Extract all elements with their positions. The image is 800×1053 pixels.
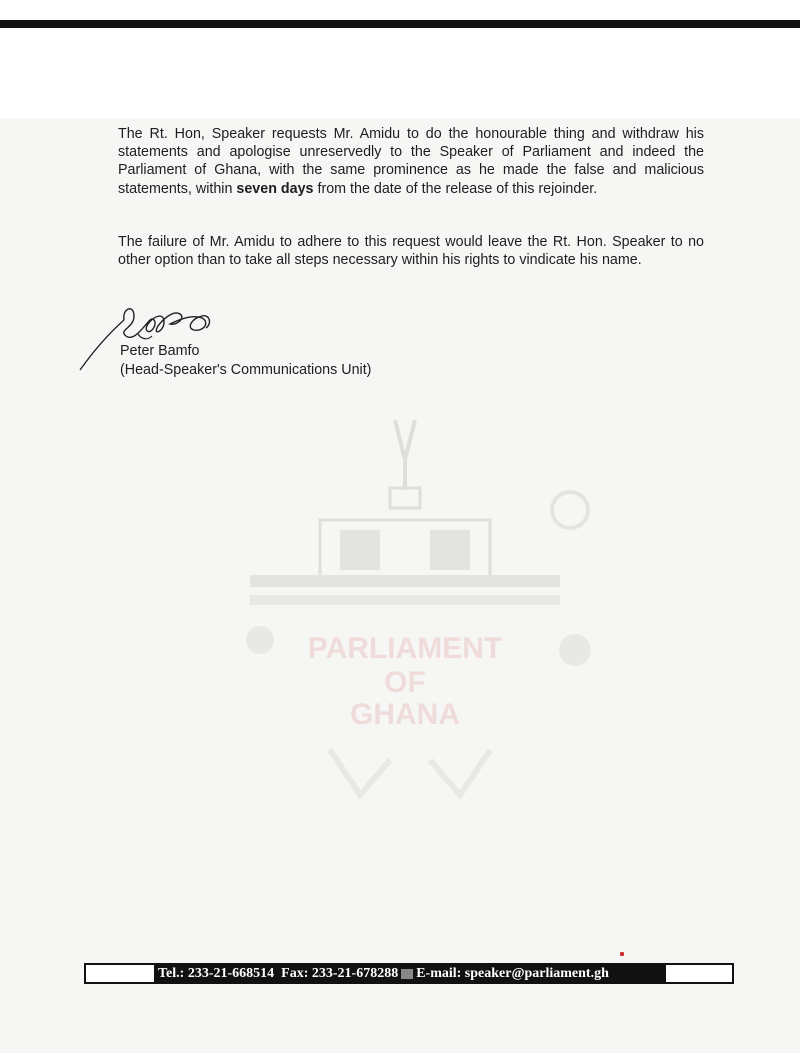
footer-email: E-mail: speaker@parliament.gh (416, 966, 609, 981)
signatory-name: Peter Bamfo (120, 343, 200, 359)
paragraph-request-text: The Rt. Hon, Speaker requests Mr. Amidu to do the honourable thing and withdraw his statements and apologise unreservedly to the Speaker of Parliament and indeed the Parliament of Ghana, with the same prominence as he made the false and malicious statements, within (118, 126, 704, 197)
stray-mark (620, 952, 624, 956)
contact-footer (84, 963, 734, 984)
separator-icon (401, 969, 413, 979)
paragraph-request (118, 125, 704, 198)
watermark-line-1: PARLIAMENT (307, 632, 503, 665)
top-border-bar (0, 20, 800, 28)
watermark-line-2: OF (384, 666, 426, 699)
crest-icon (200, 400, 620, 820)
watermark-line-3: GHANA (350, 698, 460, 731)
footer-fax: Fax: 233-21-678288 (281, 966, 399, 981)
signatory-title: (Head-Speaker's Communications Unit) (120, 362, 372, 378)
contact-footer-strip (154, 965, 666, 982)
parliament-crest-watermark (200, 400, 620, 820)
footer-tel: Tel.: 233-21-668514 (158, 966, 275, 981)
paragraph-request-tail: from the date of the release of this rejoinder. (313, 180, 598, 197)
paragraph-consequence: The failure of Mr. Amidu to adhere to this request would leave the Rt. Hon. Speaker to no other option than to take all steps necessary within his rights to vindicate his name. (118, 234, 704, 269)
deadline-emphasis: seven days (236, 180, 314, 197)
